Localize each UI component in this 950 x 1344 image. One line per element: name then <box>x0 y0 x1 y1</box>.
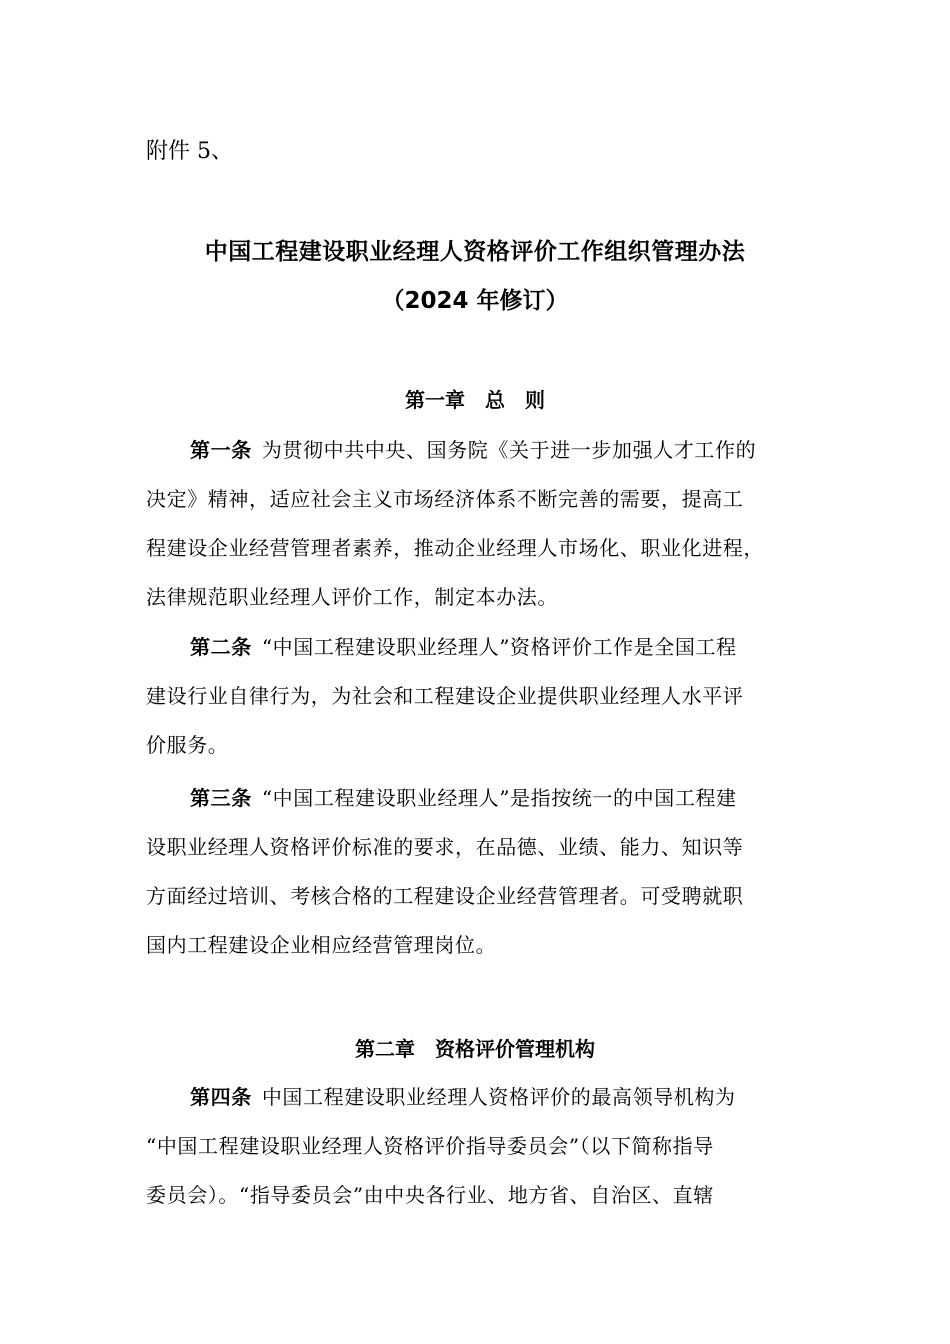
paragraph-line: 设职业经理人资格评价标准的要求，在品德、业绩、能力、知识等 <box>146 835 744 859</box>
attachment-label: 附件 5、 <box>146 139 233 164</box>
paragraph-line <box>190 632 806 662</box>
article-text: 为贯彻中共中央、国务院《关于进一步加强人才工作的 <box>261 438 757 462</box>
article-text: “中国工程建设职业经理人”是指按统一的中国工程建 <box>261 786 737 810</box>
paragraph-line: 国内工程建设企业相应经营管理岗位。 <box>146 933 497 957</box>
article-number: 第一条 <box>190 438 252 462</box>
paragraph-line <box>190 783 806 813</box>
paragraph-line <box>190 435 806 465</box>
article-number: 第三条 <box>190 786 252 810</box>
article-text: 中国工程建设职业经理人资格评价的最高领导机构为 <box>261 1085 736 1109</box>
article-number: 第二条 <box>190 635 252 659</box>
chapter-heading: 第二章 资格评价管理机构 <box>355 1037 595 1061</box>
document-title: 中国工程建设职业经理人资格评价工作组织管理办法 <box>204 239 746 265</box>
chapter-heading: 第一章 总 则 <box>405 388 545 412</box>
paragraph-line <box>190 1082 806 1112</box>
document-subtitle: （2024 年修订） <box>381 288 569 314</box>
paragraph-line: 决定》精神，适应社会主义市场经济体系不断完善的需要，提高工 <box>146 487 744 511</box>
paragraph-line: 价服务。 <box>146 733 229 757</box>
article-text: “中国工程建设职业经理人”资格评价工作是全国工程 <box>261 635 737 659</box>
paragraph-line: 法律规范职业经理人评价工作，制定本办法。 <box>146 585 558 609</box>
paragraph-line: “中国工程建设职业经理人资格评价指导委员会”（以下简称指导 <box>146 1134 714 1158</box>
paragraph-line: 方面经过培训、考核合格的工程建设企业经营管理者。可受聘就职 <box>146 884 744 908</box>
paragraph-line: 程建设企业经营管理者素养，推动企业经理人市场化、职业化进程， <box>146 536 764 560</box>
paragraph-line: 委员会）。“指导委员会”由中央各行业、地方省、自治区、直辖 <box>146 1183 714 1207</box>
article-number: 第四条 <box>190 1085 252 1109</box>
paragraph-line: 建设行业自律行为，为社会和工程建设企业提供职业经理人水平评 <box>146 684 744 708</box>
